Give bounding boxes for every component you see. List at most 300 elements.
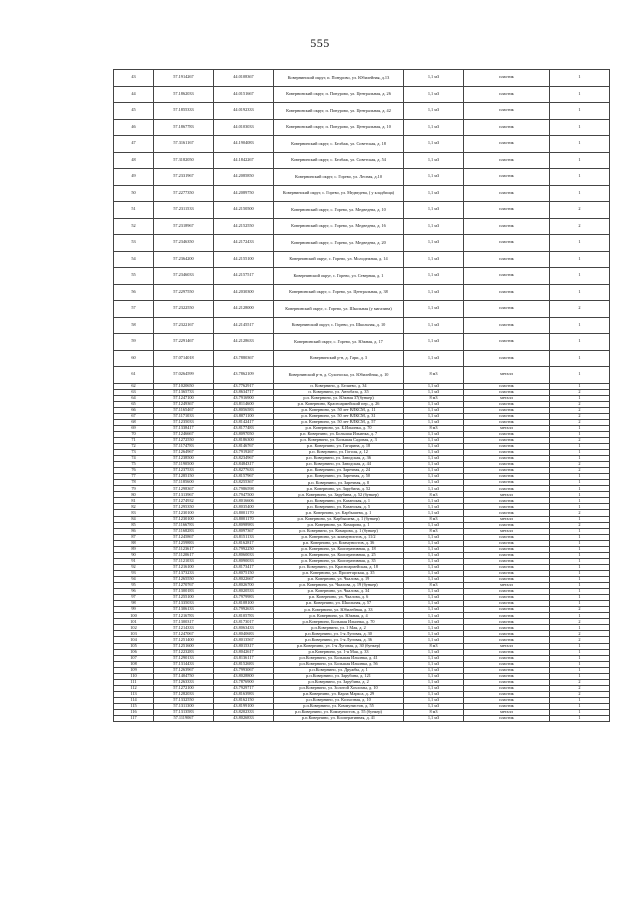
container-volume-cell: 1,1 м3	[404, 251, 464, 268]
longitude-cell: 43.7876900	[214, 679, 274, 685]
table-row	[114, 716, 610, 722]
container-material-cell: пластик	[464, 570, 550, 576]
container-volume-cell: 1,1 м3	[404, 703, 464, 709]
latitude-cell: 57.1247067	[154, 631, 214, 637]
latitude-cell: 57.2277350	[154, 185, 214, 202]
address-cell: р.п. Ковернино, ул. Карбышева, д. 1	[274, 510, 404, 516]
container-material-cell: пластик	[464, 317, 550, 334]
longitude-cell: 44.2128000	[214, 301, 274, 318]
container-count-cell: 1	[550, 667, 610, 673]
address-cell: Ковернинский округ, с. Горево, ул. Школьная, д. 10	[274, 317, 404, 334]
table-body	[114, 70, 610, 722]
latitude-cell: 57.1314433	[154, 661, 214, 667]
longitude-cell: 44.2145517	[214, 317, 274, 334]
container-count-cell: 1	[550, 395, 610, 401]
container-count-cell: 1	[550, 710, 610, 716]
table-row	[114, 301, 610, 318]
container-material-cell: пластик	[464, 631, 550, 637]
container-count-cell: 1	[550, 474, 610, 480]
latitude-cell: 57.1274932	[154, 498, 214, 504]
container-count-cell: 1	[550, 516, 610, 522]
container-material-cell: пластик	[464, 661, 550, 667]
latitude-cell: 57.1255100	[154, 595, 214, 601]
container-volume-cell: 1,1 м3	[404, 383, 464, 389]
longitude-cell: 43.8202333	[214, 710, 274, 716]
latitude-cell: 57.1290133	[154, 655, 214, 661]
container-volume-cell: 1,1 м3	[404, 474, 464, 480]
row-number-cell: 95	[114, 583, 154, 589]
container-material-cell: пластик	[464, 540, 550, 546]
container-count-cell: 1	[550, 625, 610, 631]
container-count-cell: 1	[550, 552, 610, 558]
container-volume-cell: 1,1 м3	[404, 637, 464, 643]
address-cell: р.п. Ковернино, Красноармейский пер., д. 26	[274, 401, 404, 407]
container-material-cell: пластик	[464, 152, 550, 169]
row-number-cell: 87	[114, 534, 154, 540]
container-count-cell: 1	[550, 284, 610, 301]
longitude-cell: 43.8199100	[214, 703, 274, 709]
address-cell: р.п. Ковернино, ул. Заводская, д. 44	[274, 462, 404, 468]
latitude-cell: 57.1272550	[154, 437, 214, 443]
container-count-cell: 1	[550, 334, 610, 351]
longitude-cell: 43.8634717	[214, 389, 274, 395]
container-volume-cell: 8 м3	[404, 710, 464, 716]
container-material-cell: металл	[464, 367, 550, 384]
container-material-cell: пластик	[464, 595, 550, 601]
latitude-cell: 57.1185600	[154, 480, 214, 486]
address-cell: р.п.Ковернино, ул. 1 Мая, д. 2	[274, 625, 404, 631]
longitude-cell: 43.8173017	[214, 619, 274, 625]
container-volume-cell: 1,1 м3	[404, 456, 464, 462]
row-number-cell: 110	[114, 673, 154, 679]
container-material-cell: пластик	[464, 558, 550, 564]
container-volume-cell: 1,1 м3	[404, 625, 464, 631]
container-material-cell: пластик	[464, 185, 550, 202]
row-number-cell: 88	[114, 540, 154, 546]
container-material-cell: пластик	[464, 235, 550, 252]
container-volume-cell: 1,1 м3	[404, 661, 464, 667]
longitude-cell: 43.8136117	[214, 655, 274, 661]
address-cell: р.п. Ковернино, ул. Б.Ильинка, д. 70	[274, 425, 404, 431]
longitude-cell: 43.8173417	[214, 564, 274, 570]
row-number-cell: 48	[114, 152, 154, 169]
row-number-cell: 91	[114, 558, 154, 564]
table-row	[114, 136, 610, 153]
latitude-cell: 57.2297550	[154, 284, 214, 301]
row-number-cell: 58	[114, 317, 154, 334]
container-count-cell: 1	[550, 643, 610, 649]
container-volume-cell: 1,1 м3	[404, 350, 464, 367]
address-cell: р.п. Ковернино, ул. Чкалова, д. 6	[274, 595, 404, 601]
container-count-cell: 2	[550, 510, 610, 516]
container-count-cell: 2	[550, 637, 610, 643]
container-volume-cell: 1,1 м3	[404, 619, 464, 625]
latitude-cell: 57.1166783	[154, 522, 214, 528]
longitude-cell: 44.0103033	[214, 119, 274, 136]
row-number-cell: 59	[114, 334, 154, 351]
container-volume-cell: 1,1 м3	[404, 667, 464, 673]
address-cell: Ковернинский округ, п. Понурово, ул. Юбилейная, д.13	[274, 70, 404, 87]
longitude-cell: 43.8162817	[214, 540, 274, 546]
latitude-cell: 57.2322167	[154, 317, 214, 334]
longitude-cell: 43.7919267	[214, 450, 274, 456]
container-material-cell: пластик	[464, 667, 550, 673]
longitude-cell: 43.8035400	[214, 504, 274, 510]
latitude-cell: 57.1285150	[154, 474, 214, 480]
container-count-cell: 1	[550, 480, 610, 486]
container-count-cell: 1	[550, 655, 610, 661]
container-material-cell: пластик	[464, 389, 550, 395]
container-volume-cell: 1,1 м3	[404, 185, 464, 202]
container-volume-cell: 1,1 м3	[404, 437, 464, 443]
latitude-cell: 57.1335033	[154, 601, 214, 607]
container-volume-cell: 1,1 м3	[404, 685, 464, 691]
container-material-cell: пластик	[464, 474, 550, 480]
longitude-cell: 43.8098983	[214, 522, 274, 528]
longitude-cell: 44.0108367	[214, 70, 274, 87]
address-cell: р.п.Ковернино, ул. 1-я Луговая, д. 30 (бункер)	[274, 643, 404, 649]
row-number-cell: 94	[114, 577, 154, 583]
table-row	[114, 185, 610, 202]
latitude-cell: 57.1265550	[154, 577, 214, 583]
container-volume-cell: 1,1 м3	[404, 601, 464, 607]
longitude-cell: 43.7993067	[214, 667, 274, 673]
row-number-cell: 86	[114, 528, 154, 534]
page-number: 555	[310, 36, 330, 50]
container-volume-cell: 8 м3	[404, 492, 464, 498]
container-material-cell: пластик	[464, 546, 550, 552]
container-count-cell: 1	[550, 103, 610, 120]
container-material-cell: пластик	[464, 703, 550, 709]
longitude-cell: 44.0151667	[214, 86, 274, 103]
latitude-cell: 57.1247100	[154, 395, 214, 401]
container-count-cell: 1	[550, 613, 610, 619]
row-number-cell: 73	[114, 450, 154, 456]
latitude-cell: 57.1214333	[154, 625, 214, 631]
address-cell: Ковернинский округ, с. Белбаж, ул. Советская, д. 18	[274, 136, 404, 153]
container-volume-cell: 1,1 м3	[404, 655, 464, 661]
table-row	[114, 86, 610, 103]
address-cell: Ковернинский округ, с. Горево, ул. Школьная (у магазина)	[274, 301, 404, 318]
address-cell: Ковернинский округ, с. Горево, ул. Медведева, д. 16	[274, 218, 404, 235]
container-sites-table-wrap	[113, 69, 609, 722]
longitude-cell: 43.8152683	[214, 661, 274, 667]
container-material-cell: пластик	[464, 685, 550, 691]
row-number-cell: 46	[114, 119, 154, 136]
longitude-cell: 43.8090033	[214, 558, 274, 564]
container-material-cell: пластик	[464, 119, 550, 136]
container-volume-cell: 1,1 м3	[404, 103, 464, 120]
container-volume-cell: 1,1 м3	[404, 169, 464, 186]
address-cell: р.п.Ковернино, ул. Коммунистов, д. 55 (бункер)	[274, 710, 404, 716]
table-row	[114, 317, 610, 334]
address-cell: р.п.Ковернино, ул. 1-я Мая, д. 33	[274, 649, 404, 655]
row-number-cell: 112	[114, 685, 154, 691]
address-cell: р.п. Ковернино, ул. Гоголя, д. 12	[274, 450, 404, 456]
latitude-cell: 57.2364200	[154, 251, 214, 268]
row-number-cell: 93	[114, 570, 154, 576]
row-number-cell: 106	[114, 649, 154, 655]
latitude-cell: 57.1235033	[154, 419, 214, 425]
container-material-cell: пластик	[464, 577, 550, 583]
latitude-cell: 57.1238500	[154, 456, 214, 462]
container-material-cell: пластик	[464, 679, 550, 685]
address-cell: р.п. Ковернино, ул. Гагарина, д. 18	[274, 443, 404, 449]
row-number-cell: 108	[114, 661, 154, 667]
address-cell: Ковернинский округ, с. Горево, ул. Медведева, д. 20	[274, 235, 404, 252]
latitude-cell: 57.1168283	[154, 528, 214, 534]
table-row	[114, 235, 610, 252]
container-count-cell: 2	[550, 389, 610, 395]
container-material-cell: пластик	[464, 350, 550, 367]
longitude-cell: 43.8255367	[214, 480, 274, 486]
row-number-cell: 43	[114, 70, 154, 87]
row-number-cell: 52	[114, 218, 154, 235]
longitude-cell: 43.8075150	[214, 570, 274, 576]
longitude-cell: 43.8097367	[214, 528, 274, 534]
container-material-cell: пластик	[464, 486, 550, 492]
container-volume-cell: 1,1 м3	[404, 443, 464, 449]
container-count-cell: 1	[550, 504, 610, 510]
longitude-cell: 43.8163983	[214, 691, 274, 697]
container-volume-cell: 1,1 м3	[404, 235, 464, 252]
container-volume-cell: 8 м3	[404, 583, 464, 589]
row-number-cell: 82	[114, 504, 154, 510]
container-material-cell: пластик	[464, 607, 550, 613]
longitude-cell: 43.8016606	[214, 498, 274, 504]
latitude-cell: 57.1259883	[154, 540, 214, 546]
container-material-cell: пластик	[464, 697, 550, 703]
container-volume-cell: 1,1 м3	[404, 407, 464, 413]
row-number-cell: 62	[114, 383, 154, 389]
container-material-cell: пластик	[464, 601, 550, 607]
address-cell: р.п.Ковернино, ул. 1-я Луговая, д. 30	[274, 631, 404, 637]
container-material-cell: пластик	[464, 625, 550, 631]
container-count-cell: 1	[550, 152, 610, 169]
longitude-cell: 43.7947500	[214, 492, 274, 498]
address-cell: р.п. Ковернино, ул. Заводская, д. 36	[274, 456, 404, 462]
container-volume-cell: 1,1 м3	[404, 595, 464, 601]
container-count-cell: 1	[550, 583, 610, 589]
address-cell: р.п.Ковернино, ул. Золотой Хохломы, д. 10	[274, 685, 404, 691]
container-volume-cell: 1,1 м3	[404, 268, 464, 285]
latitude-cell: 57.1237533	[154, 468, 214, 474]
container-count-cell: 2	[550, 631, 610, 637]
address-cell: Ковернинский округ, п. Понурово, ул. Центральная, д. 26	[274, 86, 404, 103]
row-number-cell: 101	[114, 619, 154, 625]
address-cell: р.п. Ковернино, ул. Чкалова, д. 34	[274, 589, 404, 595]
row-number-cell: 50	[114, 185, 154, 202]
latitude-cell: 57.1263333	[154, 679, 214, 685]
address-cell: р.п. Ковернино, ул. Большая Садовая, д. 3	[274, 437, 404, 443]
longitude-cell: 44.1842267	[214, 152, 274, 169]
container-material-cell: металл	[464, 710, 550, 716]
row-number-cell: 111	[114, 679, 154, 685]
row-number-cell: 105	[114, 643, 154, 649]
container-count-cell: 2	[550, 607, 610, 613]
container-material-cell: пластик	[464, 202, 550, 219]
longitude-cell: 43.8071100	[214, 413, 274, 419]
container-material-cell: пластик	[464, 552, 550, 558]
address-cell: р.п. Ковернино, ул. Карбышева, д. 1 (бункер)	[274, 516, 404, 522]
container-volume-cell: 1,1 м3	[404, 431, 464, 437]
table-row	[114, 119, 610, 136]
latitude-cell: 57.1251600	[154, 643, 214, 649]
container-material-cell: пластик	[464, 564, 550, 570]
address-cell: р.п. Ковернино, ул. Зарубина, д. 52	[274, 486, 404, 492]
container-material-cell: пластик	[464, 498, 550, 504]
container-count-cell: 1	[550, 697, 610, 703]
container-material-cell: пластик	[464, 691, 550, 697]
container-volume-cell: 1,1 м3	[404, 468, 464, 474]
container-count-cell: 1	[550, 498, 610, 504]
address-cell: Ковернинский округ, с. Горево, ул. Медведева, ( у кладбища)	[274, 185, 404, 202]
container-count-cell: 2	[550, 218, 610, 235]
container-material-cell: пластик	[464, 504, 550, 510]
container-volume-cell: 1,1 м3	[404, 577, 464, 583]
address-cell: р.п.Ковернино, ул. Большая Ильинка, д. 56	[274, 661, 404, 667]
container-count-cell: 1	[550, 169, 610, 186]
address-cell: Ковернинский округ, с. Горево, ул. Лесная, д.10	[274, 169, 404, 186]
table-row	[114, 202, 610, 219]
container-count-cell: 2	[550, 685, 610, 691]
longitude-cell: 43.7862109	[214, 367, 274, 384]
container-volume-cell: 8 м3	[404, 516, 464, 522]
latitude-cell: 57.1249367	[154, 401, 214, 407]
container-material-cell: пластик	[464, 534, 550, 540]
container-volume-cell: 1,1 м3	[404, 317, 464, 334]
row-number-cell: 57	[114, 301, 154, 318]
longitude-cell: 43.8028800	[214, 673, 274, 679]
container-material-cell: пластик	[464, 169, 550, 186]
container-material-cell: пластик	[464, 716, 550, 722]
row-number-cell: 79	[114, 486, 154, 492]
row-number-cell: 64	[114, 395, 154, 401]
longitude-cell: 43.8022667	[214, 577, 274, 583]
container-volume-cell: 1,1 м3	[404, 462, 464, 468]
latitude-cell: 57.2346350	[154, 235, 214, 252]
address-cell: п. Ковернино, ул. Автобаза, д. 35	[274, 389, 404, 395]
container-count-cell: 1	[550, 268, 610, 285]
container-volume-cell: 1,1 м3	[404, 284, 464, 301]
container-volume-cell: 8 м3	[404, 395, 464, 401]
address-cell: р.п. Ковернино, ул. коммунистов, д. 11/2	[274, 534, 404, 540]
table-row	[114, 334, 610, 351]
container-count-cell: 2	[550, 679, 610, 685]
container-volume-cell: 1,1 м3	[404, 564, 464, 570]
longitude-cell: 44.1904083	[214, 136, 274, 153]
row-number-cell: 104	[114, 637, 154, 643]
latitude-cell: 57.1216783	[154, 613, 214, 619]
longitude-cell: 43.8162150	[214, 697, 274, 703]
row-number-cell: 78	[114, 480, 154, 486]
latitude-cell: 57.1121033	[154, 558, 214, 564]
address-cell: Ковернинский округ, с. Горево, ул. Молодежная, д. 14	[274, 251, 404, 268]
container-count-cell: 1	[550, 673, 610, 679]
container-count-cell: 1	[550, 367, 610, 384]
address-cell: Ковернинский р-н, д. Гари, д. 3	[274, 350, 404, 367]
container-material-cell: пластик	[464, 401, 550, 407]
container-count-cell: 1	[550, 431, 610, 437]
row-number-cell: 72	[114, 443, 154, 449]
row-number-cell: 85	[114, 522, 154, 528]
container-volume-cell: 1,1 м3	[404, 522, 464, 528]
container-material-cell: пластик	[464, 103, 550, 120]
longitude-cell: 44.2089750	[214, 185, 274, 202]
table-row	[114, 70, 610, 87]
latitude-cell: 57.3161167	[154, 136, 214, 153]
container-volume-cell: 1,1 м3	[404, 540, 464, 546]
container-volume-cell: 1,1 м3	[404, 607, 464, 613]
latitude-cell: 57.1264967	[154, 450, 214, 456]
address-cell: р.п. Ковернино, ул. 50 лет ВЛКСМ, д. 11	[274, 407, 404, 413]
address-cell: р.п.Ковернино, ул. Большая Ильинка, д. 41	[274, 655, 404, 661]
latitude-cell: 57.2318967	[154, 218, 214, 235]
longitude-cell: 43.7916900	[214, 395, 274, 401]
longitude-cell: 43.8026833	[214, 716, 274, 722]
container-volume-cell: 1,1 м3	[404, 631, 464, 637]
container-count-cell: 1	[550, 716, 610, 722]
container-material-cell: пластик	[464, 462, 550, 468]
latitude-cell: 57.1246667	[154, 431, 214, 437]
longitude-cell: 43.8277633	[214, 468, 274, 474]
latitude-cell: 57.1855333	[154, 103, 214, 120]
longitude-cell: 43.8001170	[214, 510, 274, 516]
longitude-cell: 44.2150500	[214, 202, 274, 219]
row-number-cell: 116	[114, 710, 154, 716]
latitude-cell: 57.1190500	[154, 462, 214, 468]
container-count-cell: 1	[550, 492, 610, 498]
container-count-cell: 1	[550, 589, 610, 595]
container-material-cell: пластик	[464, 655, 550, 661]
container-count-cell: 1	[550, 703, 610, 709]
longitude-cell: 43.8042617	[214, 649, 274, 655]
longitude-cell: 43.8157967	[214, 474, 274, 480]
container-volume-cell: 1,1 м3	[404, 301, 464, 318]
table-row	[114, 103, 610, 120]
table-row	[114, 152, 610, 169]
row-number-cell: 115	[114, 703, 154, 709]
row-number-cell: 44	[114, 86, 154, 103]
container-material-cell: пластик	[464, 334, 550, 351]
container-material-cell: металл	[464, 583, 550, 589]
longitude-cell: 43.8026700	[214, 583, 274, 589]
longitude-cell: 43.8015317	[214, 643, 274, 649]
latitude-cell: 57.1020650	[154, 383, 214, 389]
container-count-cell: 2	[550, 522, 610, 528]
container-count-cell: 1	[550, 534, 610, 540]
latitude-cell: 57.1311300	[154, 703, 214, 709]
container-material-cell: пластик	[464, 443, 550, 449]
container-volume-cell: 1,1 м3	[404, 202, 464, 219]
container-material-cell: металл	[464, 395, 550, 401]
container-volume-cell: 1,1 м3	[404, 119, 464, 136]
container-volume-cell: 1,1 м3	[404, 570, 464, 576]
latitude-cell: 57.1174783	[154, 443, 214, 449]
longitude-cell: 44.2155100	[214, 251, 274, 268]
container-material-cell: пластик	[464, 456, 550, 462]
row-number-cell: 56	[114, 284, 154, 301]
latitude-cell: 57.1123617	[154, 546, 214, 552]
latitude-cell: 57.1306133	[154, 607, 214, 613]
container-count-cell: 1	[550, 235, 610, 252]
container-material-cell: пластик	[464, 251, 550, 268]
longitude-cell: 43.8097050	[214, 431, 274, 437]
longitude-cell: 43.7979983	[214, 595, 274, 601]
container-count-cell: 1	[550, 649, 610, 655]
latitude-cell: 57.1313967	[154, 492, 214, 498]
longitude-cell: 43.8177483	[214, 425, 274, 431]
